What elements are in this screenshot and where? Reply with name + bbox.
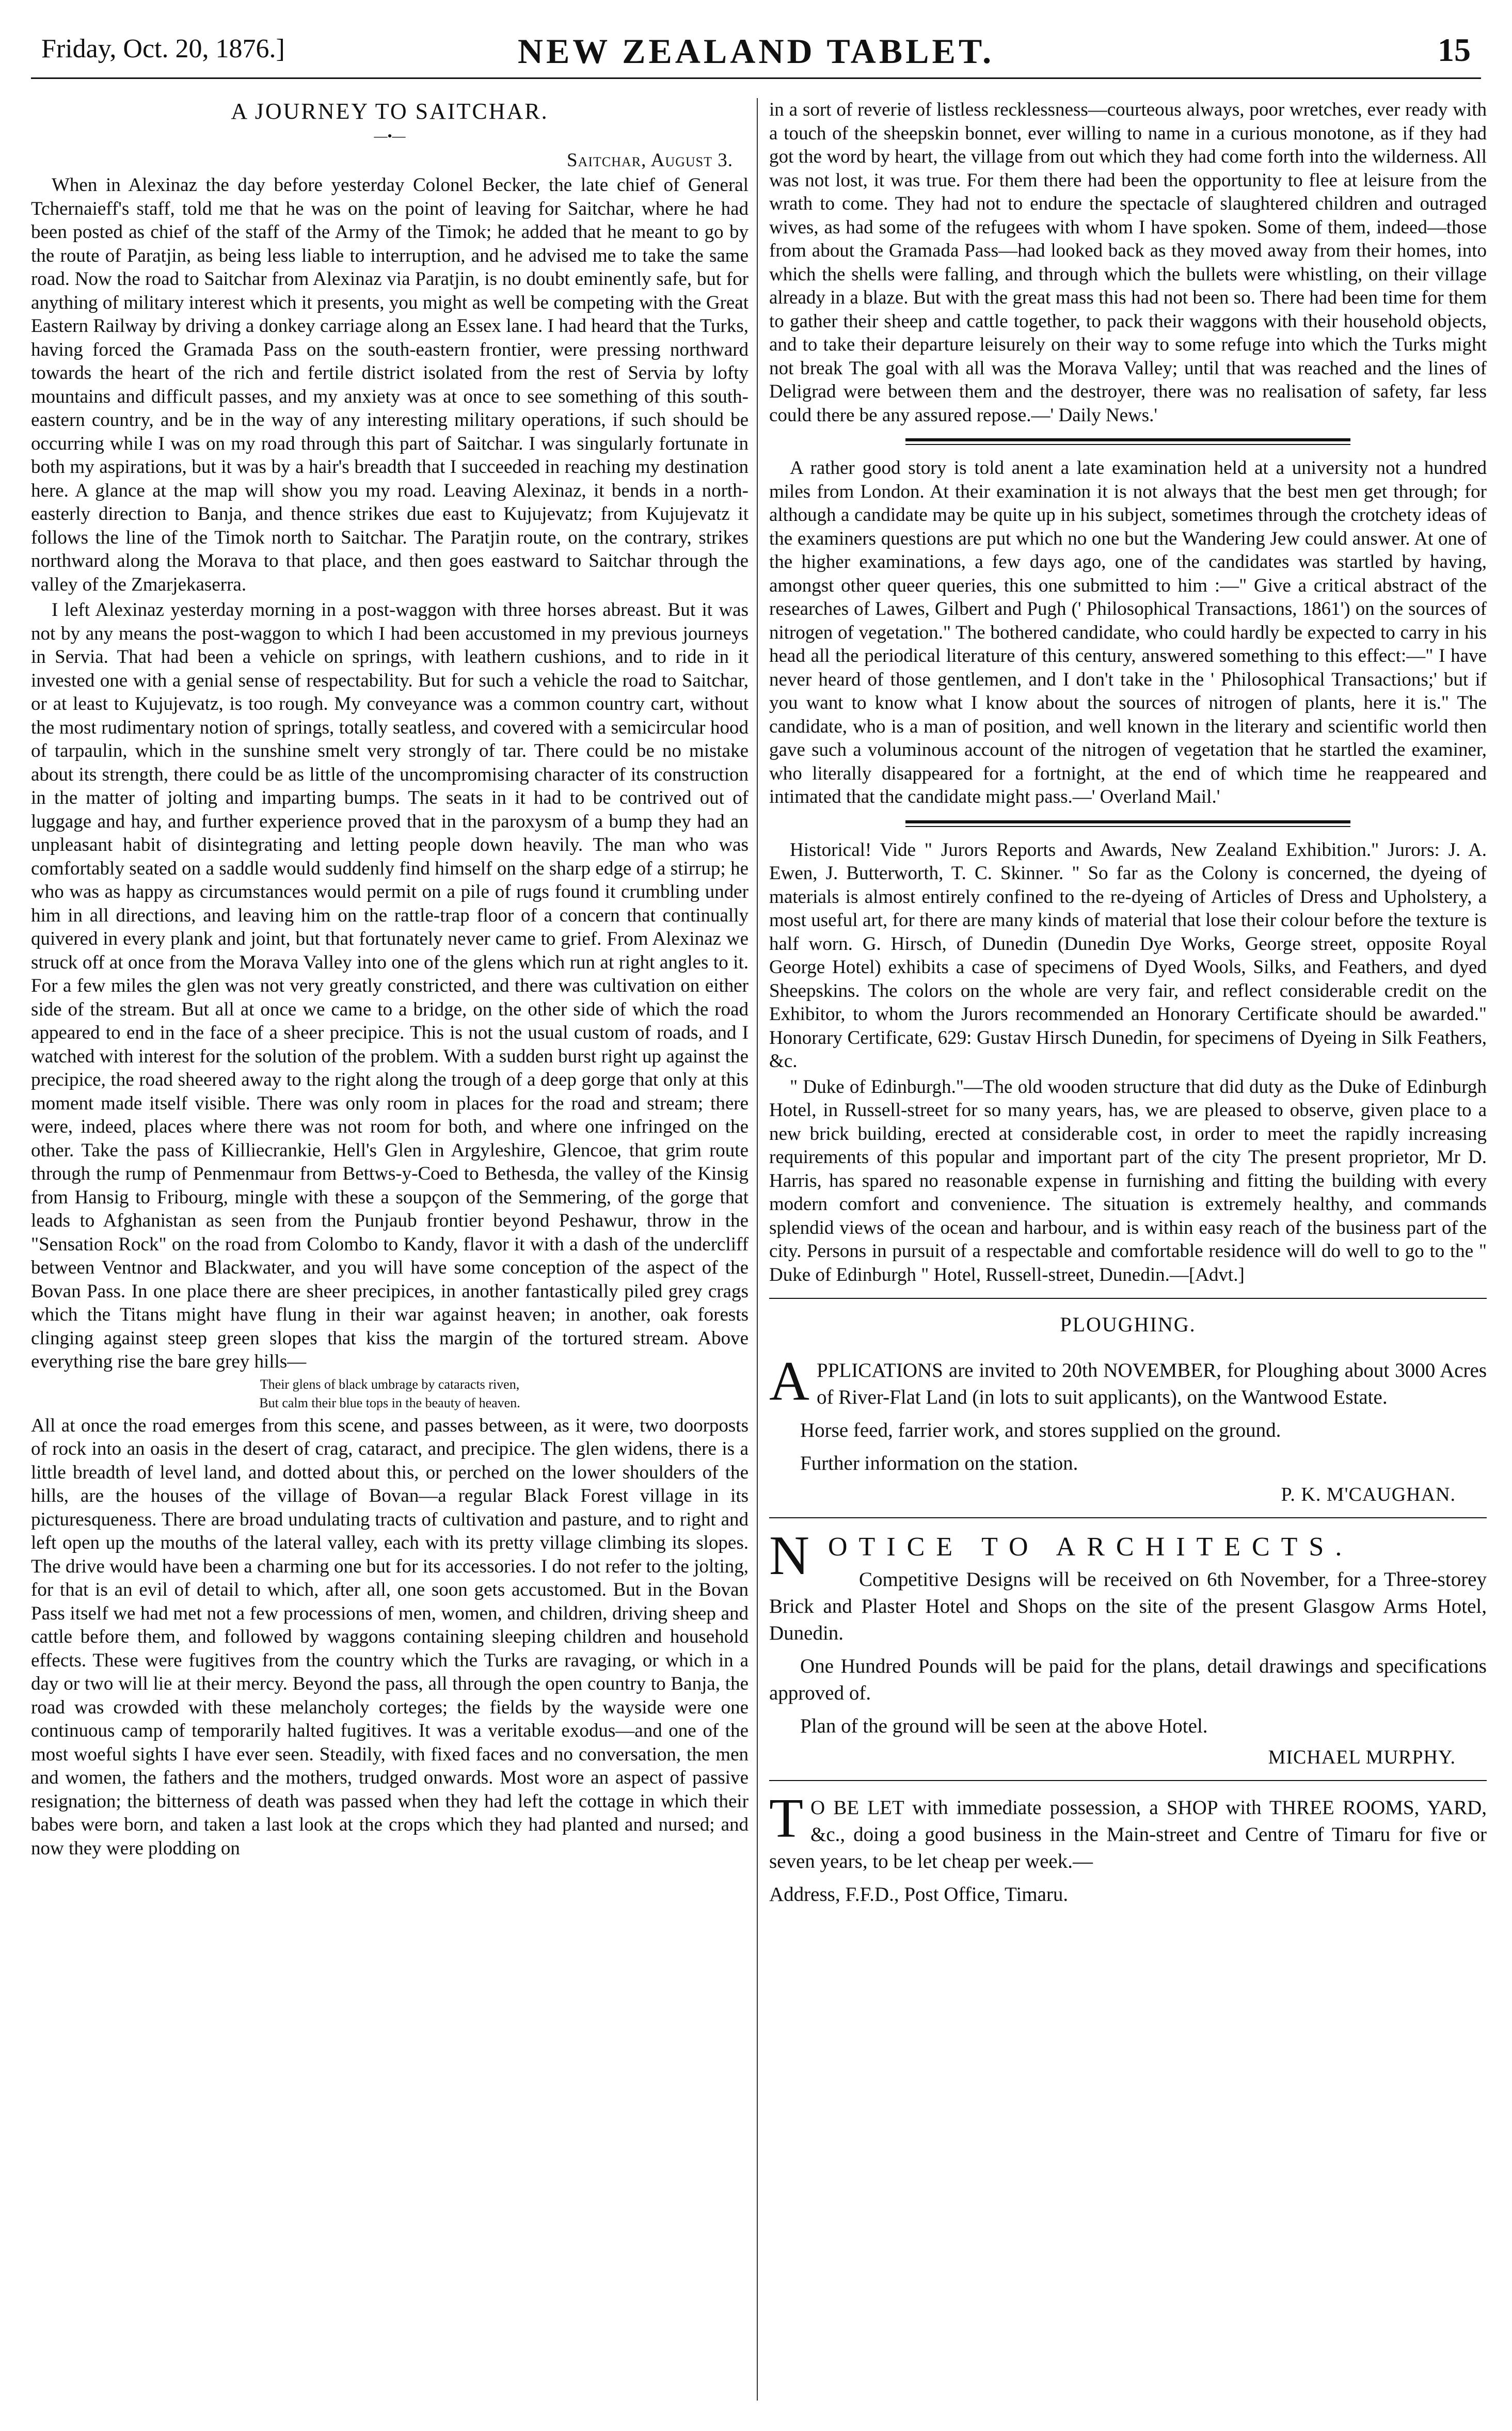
section-rule (905, 820, 1350, 827)
advert-text: PPLICATIONS are invited to 20th NOVEMBER, for Ploughing about 3000 Acres of River-Flat Land (in lots to suit applicants), on the Wantwood Estate. (817, 1359, 1487, 1408)
notice-text: Plan of the ground will be seen at the above Hotel. (800, 1715, 1208, 1737)
advert-address: Address, F.F.D., Post Office, Timaru. (769, 1883, 1069, 1905)
masthead (31, 21, 1481, 79)
newspaper-title: NEW ZEALAND TABLET. (517, 31, 995, 71)
notice-title: OTICE TO ARCHITECTS. (828, 1532, 1354, 1562)
section-rule (769, 1298, 1487, 1299)
section-rule (905, 438, 1350, 445)
column-divider (757, 98, 758, 2401)
drop-cap: N (769, 1525, 821, 1586)
left-column (31, 98, 749, 2406)
article-paragraph: When in Alexinaz the day before yesterday Colonel Becker, the late chief of General Tchernaieff's staff, told me that he was on the point of leaving for Saitchar, where he had been posted as chief of the staff of the Army of the Timok; he added that he meant to go by the route of Paratjin, as being less liable to interruption, and he advised me to take the same road. Now the road to Saitchar from Alexinaz via Paratjin, is no doubt eminently safe, but for anything of military interest which it presents, you might as well be competing with the Great Eastern Railway by driving a donkey carriage along an Essex lane. I had heard that the Turks, having forced the Gramada Pass on the south-eastern frontier, were pressing northward towards the heart of the rich and fertile district isolated from the rest of Servia by lofty mountains and difficult passes, and my anxiety was at once to see something of this south-eastern country, and be in the way of any interesting military operations, if such should be occurring while I was on my road through this part of Saitchar. I was singularly fortunate in both my aspirations, but it was by a hair's breadth that I succeeded in reaching my destination here. A glance at the map will show you my road. Leaving Alexinaz, it bends in a north-easterly direction to Banja, and thence strikes due east to Kujujevatz; from Kujujevatz it follows the line of the Timok north to Saitchar. The Paratjin route, on the contrary, strikes northward along the Morava to that place, and then goes eastward to Saitchar through the valley of the Zmarjekaserra. (31, 174, 749, 595)
notice-signature: MICHAEL MURPHY. (1268, 1746, 1456, 1768)
advert-text: Horse feed, farrier work, and stores supplied on the ground. (800, 1419, 1281, 1441)
verse-line: Their glens of black umbrage by cataracts riven, (260, 1376, 520, 1392)
right-column (769, 98, 1487, 2406)
anecdote-paragraph: A rather good story is told anent a late examination held at a university not a hundred miles from London. At their examination it is not always that the best men get through; for although a candidate may be quite up in his subject, sometimes through the crotchety ideas of the examiners questions are put which no one but the Wandering Jew could answer. At one of the higher examinations, a few days ago, one of the candidates was startled by having, amongst other queer queries, this one submitted to him :—" Give a critical abstract of the researches of Lawes, Gilbert and Pugh (' Philosophical Transactions, 1861') on the sources of nitrogen of vegetation." The bothered candidate, who could hardly be expected to carry in his head all the periodical literature of this century, answered something to this effect:—" I have never heard of those gentlemen, and I don't take in the ' Philosophical Transactions;' but if you want to know what I know about the sources of nitrogen of plants, here it is." The candidate, who is a man of position, and well known in the literary and scientific world then gave such a voluminous account of the nitrogen of vegetation that he startled the examiner, who literally disappeared for a fortnight, at the end of which time he reappeared and intimated that the candidate might pass.—' Overland Mail.' (769, 457, 1487, 807)
ploughing-advert (769, 1312, 1487, 1506)
advert-text: O BE LET with immediate possession, a SHOP with THREE ROOMS, YARD, &c., doing a good business in the Main-street and Centre of Timaru for five or seven years, to be let cheap per week.— (769, 1797, 1487, 1872)
duke-paragraph: " Duke of Edinburgh."—The old wooden structure that did duty as the Duke of Edinburgh Hotel, in Russell-street for so many years, has, we are pleased to observe, given place to a new brick building, erected at considerable cost, in order to meet the rapidly increasing requirements of this popular and important part of the city The present proprietor, Mr D. Harris, has spared no reasonable expense in furnishing and fitting the building with every modern comfort and convenience. The situation is extremely healthy, and commands splendid views of the ocean and harbour, and is within easy reach of the business part of the city. Persons in pursuit of a respectable and comfortable residence will do well to go to the " Duke of Edinburgh " Hotel, Russell-street, Dunedin.—[Advt.] (769, 1076, 1487, 1285)
issue-date: Friday, Oct. 20, 1876.] (41, 34, 285, 63)
advert-text: Further information on the station. (800, 1452, 1078, 1474)
article-paragraph: I left Alexinaz yesterday morning in a post-waggon with three horses abreast. But it was not by any means the post-waggon to which I had been accustomed in my previous journeys in Servia. That had been a vehicle on springs, with leathern cushions, and to ride in it invested one with a genial sense of respectability. But for such a vehicle the road to Saitchar, or at least to Kujujevatz, is too rough. My conveyance was a common country cart, without the most rudimentary notion of springs, totally seatless, and covered with a semicircular hood of tarpaulin, which in the sunshine smelt very strongly of tar. There could be no mistake about its strength, there could be as little of the uncompromising character of its construction in the matter of jolting and imparting bumps. The seats in it had to be contrived out of luggage and hay, and further experience proved that in the paroxysm of a bump they had an unpleasant habit of disintegrating and letting people down heavily. The man who was comfortably seated on a saddle would suddenly find himself on the sharp edge of a stirrup; he who was as happy as circumstances would permit on a pile of rugs found it crumbling under him in all directions, and leaving him on the rattle-trap floor of a concern that continually quivered in every plank and joint, but that fortunately never came to grief. From Alexinaz we struck off at once from the Morava Valley into one of the glens which run at right angles to it. For a few miles the glen was not very greatly constricted, and there was cultivation on either side of the stream. But all at once we came to a bridge, on the other side of which the road appeared to end in the face of a sheer precipice. This is not the usual custom of roads, and I watched with interest for the solution of the problem. With a sudden burst right up against the precipice, the road sheered away to the right along the trough of a deep gorge that only at this moment made itself visible. There was only room in places for the road and stream; there were, indeed, places where there was not room for both, and where one infringed on the other. Take the pass of Killiecrankie, Hell's Glen in Argyleshire, Glencoe, that grim route through the rump of Penmenmaur from Bettws-y-Coed to Bethesda, the valley of the Kinsig from Hansig to Fribourg, mingle with these a soupçon of the Semmering, of the gorge that leads to Afghanistan as seen from the Punjaub frontier beyond Peshawur, throw in the "Sensation Rock" on the road from Colombo to Kandy, flavor it with a dash of the undercliff between Ventnor and Blackwater, and you will have some conception of the aspect of the Bovan Pass. In one place there are sheer precipices, in another fantastically piled grey crags which the Titans might have flung in their war against heaven; in another, oak forests clinging against steep green slopes that kiss the margin of the tortured stream. Above everything rise the bare grey hills— (31, 599, 749, 1372)
verse-line: But calm their blue tops in the beauty of heaven. (259, 1395, 520, 1410)
advert-signature: P. K. M'CAUGHAN. (1281, 1484, 1456, 1505)
architects-notice (769, 1525, 1487, 1769)
historical-paragraph: Historical! Vide " Jurors Reports and Awards, New Zealand Exhibition." Jurors: J. A. Ewen, J. Butterworth, T. C. Skinner. " So far as the Colony is concerned, the dyeing of materials is almost entirely confined to the re-dyeing of Articles of Dress and Upholstery, a most useful art, for there are many kinds of material that lose their colour before the texture is half worn. G. Hirsch, of Dunedin (Dunedin Dye Works, George street, opposite Royal George Hotel) exhibits a case of specimens of Dyed Wools, Silks, and Feathers, and dyed Sheepskins. The colors on the whole are very fair, and reflect considerable credit on the Exhibitor, to whom the Jurors recommended an Honorary Certificate should be awarded." Honorary Certificate, 629: Gustav Hirsch Dunedin, for specimens of Dyeing in Silk Feathers, &c. (769, 839, 1487, 1072)
drop-cap: A (769, 1350, 809, 1412)
article-continuation: in a sort of reverie of listless recklessness—courteous always, poor wretches, ever ready with a touch of the sheepskin bonnet, ever willing to name in a curious monotone, as if they had got the word by heart, the village from out which they had come forth into the wilderness. All was not lost, it was true. For them there had been the opportunity to flee at leisure from the wrath to come. They had not to endure the spectacle of slaughtered children and outraged wives, as had some of the refugees with whom I have spoken. Some of them, indeed—those from about the Gramada Pass—had looked back as they moved away from their homes, into which the shells were falling, and through which the bullets were whistling, on their village already in a blaze. But with the great mass this had not been so. There had been time for them to gather their sheep and cattle together, to pack their waggons with their household objects, and to take their departure leisurely on their way to some refuge into which the Turks might not break The goal with all was the Morava Valley; until that was reached and the lines of Deligrad were between them and the destroyer, there was no realisation of safety, far less could there be any assured repose.—' Daily News.' (769, 99, 1487, 426)
article-heading: A JOURNEY TO SAITCHAR. (231, 99, 549, 124)
page-number: 15 (1438, 31, 1471, 68)
to-let-advert (769, 1788, 1487, 1908)
heading-ornament: —•— (374, 129, 406, 144)
section-rule (769, 1517, 1487, 1518)
notice-text: One Hundred Pounds will be paid for the plans, detail drawings and specifications approved of. (769, 1655, 1487, 1704)
advert-title: PLOUGHING. (1060, 1313, 1196, 1336)
newspaper-page (31, 21, 1487, 2411)
section-rule (769, 1780, 1487, 1781)
article-dateline: Saitchar, August 3. (567, 150, 733, 171)
drop-cap: T (769, 1788, 803, 1849)
article-paragraph: All at once the road emerges from this scene, and passes between, as it were, two doorposts of rock into an oasis in the desert of crag, cataract, and precipice. The glen widens, there is a little breadth of level land, and dotted about this, or perched on the lower shoulders of the hills, are the houses of the village of Bovan—a regular Black Forest village in its picturesqueness. There are broad undulating tracts of cultivation and pasture, and to right and left open up the mouths of the lateral valley, each with its pretty village climbing its slopes. The drive would have been a charming one but for its accessories. I do not refer to the jolting, for that is an evil of detail to which, after all, one soon gets accustomed. But in the Bovan Pass itself we had met not a few processions of men, women, and children, driving sheep and cattle before them, and followed by waggons containing sleeping children and household effects. These were fugitives from the country which the Turks are ravaging, or which in a day or two will lie at their mercy. Beyond the pass, all through the open country to Banja, the road was crowded with these melancholy corteges; the fields by the wayside were one continuous camp of temporarily halted fugitives. It was a veritable exodus—and one of the most woeful sights I have ever seen. Steadily, with fixed faces and no conversation, the men and women, the fathers and the mothers, trudged onwards. Most wore an aspect of passive resignation; the bitterness of death was passed when they had left the cottage in which their babes were born, and taken a last look at the crops which they had planted and nursed; and now they were plodding on (31, 1415, 749, 1859)
notice-text: Competitive Designs will be received on 6th November, for a Three-storey Brick and Plaster Hotel and Shops on the site of the present Glasgow Arms Hotel, Dunedin. (769, 1568, 1487, 1644)
